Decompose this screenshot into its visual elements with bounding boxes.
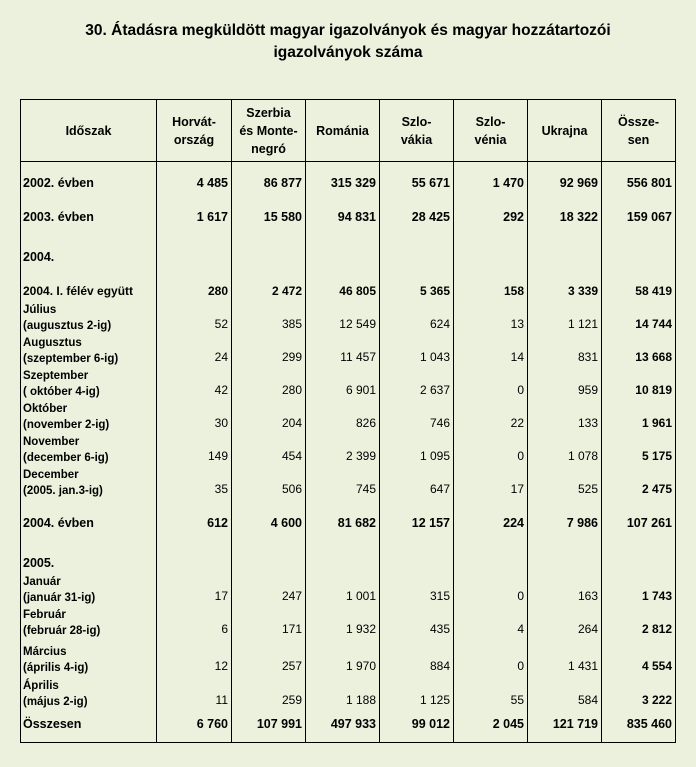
row-label: December (2005. jan.3-ig)	[21, 467, 157, 500]
total-cell: 1 961	[602, 401, 676, 434]
value-cell: 280	[157, 268, 232, 302]
value-cell: 315 329	[306, 162, 380, 194]
header-row	[21, 100, 676, 162]
total-cell: 14 744	[602, 302, 676, 335]
table-row	[21, 228, 676, 268]
value-cell: 247	[232, 574, 306, 607]
value-cell	[454, 228, 528, 268]
value-cell	[306, 228, 380, 268]
total-cell: 10 819	[602, 368, 676, 401]
value-cell: 2 399	[306, 434, 380, 467]
header-cell: Időszak	[21, 100, 157, 162]
table-row	[21, 335, 676, 368]
value-cell: 1 121	[528, 302, 602, 335]
value-cell: 1 095	[380, 434, 454, 467]
value-cell: 745	[306, 467, 380, 500]
value-cell: 11 457	[306, 335, 380, 368]
total-cell: 4 554	[602, 640, 676, 677]
total-cell: 159 067	[602, 194, 676, 228]
value-cell: 2 045	[454, 711, 528, 743]
document-title	[0, 20, 696, 64]
value-cell: 3 339	[528, 268, 602, 302]
row-label: November (december 6-ig)	[21, 434, 157, 467]
value-cell: 497 933	[306, 711, 380, 743]
row-label: Augusztus (szeptember 6-ig)	[21, 335, 157, 368]
header-cell: Horvát- ország	[157, 100, 232, 162]
value-cell: 24	[157, 335, 232, 368]
row-label: Július (augusztus 2-ig)	[21, 302, 157, 335]
value-cell: 257	[232, 640, 306, 677]
table-row	[21, 467, 676, 500]
row-label: Október (november 2-ig)	[21, 401, 157, 434]
table-row	[21, 711, 676, 743]
value-cell: 107 991	[232, 711, 306, 743]
value-cell: 454	[232, 434, 306, 467]
value-cell	[528, 228, 602, 268]
value-cell: 0	[454, 368, 528, 401]
row-label: Március (április 4-ig)	[21, 640, 157, 677]
total-cell	[602, 228, 676, 268]
row-label: 2004. I. félév együtt	[21, 268, 157, 302]
value-cell	[157, 228, 232, 268]
value-cell: 17	[157, 574, 232, 607]
value-cell: 1 078	[528, 434, 602, 467]
row-label: Február (február 28-ig)	[21, 607, 157, 640]
value-cell: 149	[157, 434, 232, 467]
value-cell: 435	[380, 607, 454, 640]
total-cell: 2 812	[602, 607, 676, 640]
value-cell: 133	[528, 401, 602, 434]
value-cell: 81 682	[306, 500, 380, 534]
value-cell: 1 617	[157, 194, 232, 228]
value-cell: 163	[528, 574, 602, 607]
value-cell: 4	[454, 607, 528, 640]
value-cell	[380, 534, 454, 574]
value-cell: 0	[454, 434, 528, 467]
value-cell: 171	[232, 607, 306, 640]
row-label: Április (május 2-ig)	[21, 677, 157, 711]
value-cell: 6 760	[157, 711, 232, 743]
value-cell: 17	[454, 467, 528, 500]
value-cell: 1 125	[380, 677, 454, 711]
value-cell: 5 365	[380, 268, 454, 302]
value-cell: 315	[380, 574, 454, 607]
total-cell	[602, 534, 676, 574]
value-cell: 1 431	[528, 640, 602, 677]
total-cell: 2 475	[602, 467, 676, 500]
total-cell: 107 261	[602, 500, 676, 534]
value-cell: 506	[232, 467, 306, 500]
value-cell: 959	[528, 368, 602, 401]
value-cell	[232, 228, 306, 268]
value-cell: 46 805	[306, 268, 380, 302]
value-cell: 6	[157, 607, 232, 640]
total-cell: 58 419	[602, 268, 676, 302]
value-cell: 35	[157, 467, 232, 500]
header-cell: Szlo- vénia	[454, 100, 528, 162]
value-cell: 14	[454, 335, 528, 368]
row-label: 2004.	[21, 228, 157, 268]
value-cell: 280	[232, 368, 306, 401]
value-cell: 2 472	[232, 268, 306, 302]
value-cell: 831	[528, 335, 602, 368]
header-cell: Ukrajna	[528, 100, 602, 162]
table-row	[21, 162, 676, 194]
value-cell: 55	[454, 677, 528, 711]
header-cell: Románia	[306, 100, 380, 162]
table-row	[21, 640, 676, 677]
table-row	[21, 607, 676, 640]
value-cell	[380, 228, 454, 268]
value-cell: 12	[157, 640, 232, 677]
value-cell: 12 549	[306, 302, 380, 335]
data-table	[20, 99, 676, 743]
table-body	[21, 162, 676, 743]
value-cell: 264	[528, 607, 602, 640]
value-cell: 1 043	[380, 335, 454, 368]
title-line-2: igazolványok száma	[273, 44, 423, 61]
value-cell: 94 831	[306, 194, 380, 228]
value-cell	[454, 534, 528, 574]
value-cell: 86 877	[232, 162, 306, 194]
value-cell: 4 600	[232, 500, 306, 534]
value-cell: 42	[157, 368, 232, 401]
value-cell: 612	[157, 500, 232, 534]
table-row	[21, 368, 676, 401]
row-label: Szeptember ( október 4-ig)	[21, 368, 157, 401]
value-cell: 746	[380, 401, 454, 434]
value-cell	[306, 534, 380, 574]
table-row	[21, 574, 676, 607]
title-line-1: 30. Átadásra megküldött magyar igazolványok és magyar hozzátartozói	[85, 22, 611, 39]
header-cell: Szlo- vákia	[380, 100, 454, 162]
value-cell: 55 671	[380, 162, 454, 194]
value-cell: 22	[454, 401, 528, 434]
table-row	[21, 677, 676, 711]
value-cell: 299	[232, 335, 306, 368]
table-row	[21, 302, 676, 335]
header-cell: Össze- sen	[602, 100, 676, 162]
table-row	[21, 268, 676, 302]
row-label: Összesen	[21, 711, 157, 743]
value-cell: 224	[454, 500, 528, 534]
header-cell: Szerbia és Monte- negró	[232, 100, 306, 162]
value-cell: 30	[157, 401, 232, 434]
row-label: 2005.	[21, 534, 157, 574]
value-cell: 6 901	[306, 368, 380, 401]
value-cell: 52	[157, 302, 232, 335]
value-cell: 158	[454, 268, 528, 302]
value-cell: 1 970	[306, 640, 380, 677]
value-cell: 204	[232, 401, 306, 434]
value-cell: 92 969	[528, 162, 602, 194]
value-cell: 4 485	[157, 162, 232, 194]
total-cell: 835 460	[602, 711, 676, 743]
value-cell: 647	[380, 467, 454, 500]
value-cell: 1 001	[306, 574, 380, 607]
row-label: Január (január 31-ig)	[21, 574, 157, 607]
value-cell: 12 157	[380, 500, 454, 534]
row-label: 2003. évben	[21, 194, 157, 228]
value-cell: 121 719	[528, 711, 602, 743]
value-cell: 15 580	[232, 194, 306, 228]
table-row	[21, 534, 676, 574]
total-cell: 3 222	[602, 677, 676, 711]
value-cell: 0	[454, 574, 528, 607]
value-cell: 1 470	[454, 162, 528, 194]
value-cell: 13	[454, 302, 528, 335]
value-cell: 18 322	[528, 194, 602, 228]
value-cell	[232, 534, 306, 574]
value-cell: 259	[232, 677, 306, 711]
value-cell: 292	[454, 194, 528, 228]
total-cell: 5 175	[602, 434, 676, 467]
row-label: 2002. évben	[21, 162, 157, 194]
value-cell: 0	[454, 640, 528, 677]
value-cell: 525	[528, 467, 602, 500]
value-cell: 28 425	[380, 194, 454, 228]
value-cell: 624	[380, 302, 454, 335]
value-cell	[528, 534, 602, 574]
value-cell: 7 986	[528, 500, 602, 534]
value-cell: 385	[232, 302, 306, 335]
value-cell: 584	[528, 677, 602, 711]
value-cell: 1 932	[306, 607, 380, 640]
total-cell: 556 801	[602, 162, 676, 194]
total-cell: 13 668	[602, 335, 676, 368]
table-row	[21, 401, 676, 434]
value-cell: 826	[306, 401, 380, 434]
table-row	[21, 500, 676, 534]
table-row	[21, 194, 676, 228]
value-cell: 2 637	[380, 368, 454, 401]
row-label: 2004. évben	[21, 500, 157, 534]
value-cell	[157, 534, 232, 574]
value-cell: 99 012	[380, 711, 454, 743]
value-cell: 884	[380, 640, 454, 677]
total-cell: 1 743	[602, 574, 676, 607]
value-cell: 11	[157, 677, 232, 711]
value-cell: 1 188	[306, 677, 380, 711]
table-row	[21, 434, 676, 467]
